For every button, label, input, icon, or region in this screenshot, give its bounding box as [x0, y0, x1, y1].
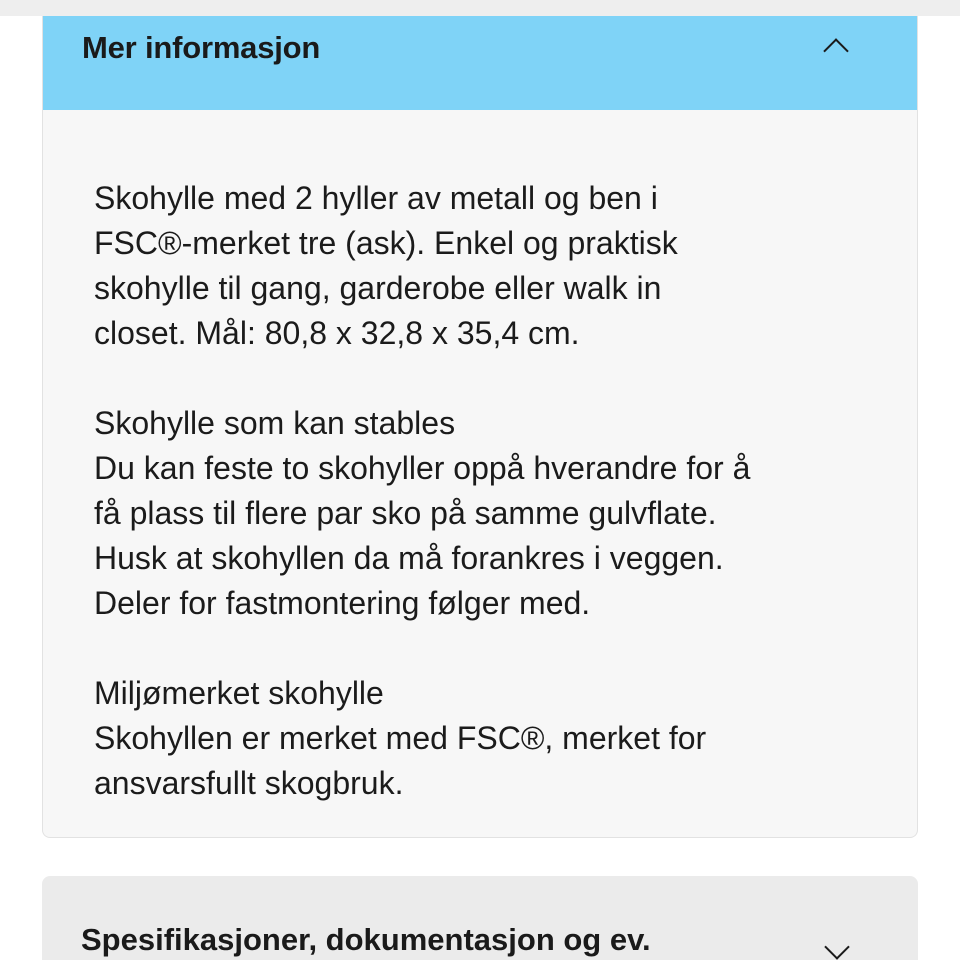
description-line: skohylle til gang, garderobe eller walk in [94, 270, 662, 306]
specifications-accordion[interactable] [42, 876, 918, 960]
description-line: Deler for fastmontering følger med. [94, 585, 591, 621]
description-line: få plass til flere par sko på samme gulvflate. [94, 495, 717, 531]
description-line: Skohylle med 2 hyller av metall og ben i [94, 180, 658, 216]
product-description [94, 176, 884, 806]
chevron-down-icon[interactable] [824, 934, 849, 959]
more-info-title: Mer informasjon [82, 30, 321, 65]
more-info-accordion [42, 16, 918, 838]
specifications-title: Spesifikasjoner, dokumentasjon og ev. [81, 922, 651, 957]
paragraph-gap [94, 626, 884, 671]
more-info-header[interactable] [43, 16, 917, 110]
description-subheading: Skohylle som kan stables [94, 405, 456, 441]
paragraph-gap [94, 356, 884, 401]
description-line: ansvarsfullt skogbruk. [94, 765, 404, 801]
description-line: closet. Mål: 80,8 x 32,8 x 35,4 cm. [94, 315, 580, 351]
description-line: Husk at skohyllen da må forankres i veggen. [94, 540, 724, 576]
description-line: FSC®-merket tre (ask). Enkel og praktisk [94, 225, 678, 261]
description-line: Skohyllen er merket med FSC®, merket for [94, 720, 707, 756]
description-line: Du kan feste to skohyller oppå hverandre for å [94, 450, 751, 486]
top-divider-strip [0, 0, 960, 16]
description-subheading: Miljømerket skohylle [94, 675, 384, 711]
chevron-up-icon[interactable] [823, 38, 848, 63]
